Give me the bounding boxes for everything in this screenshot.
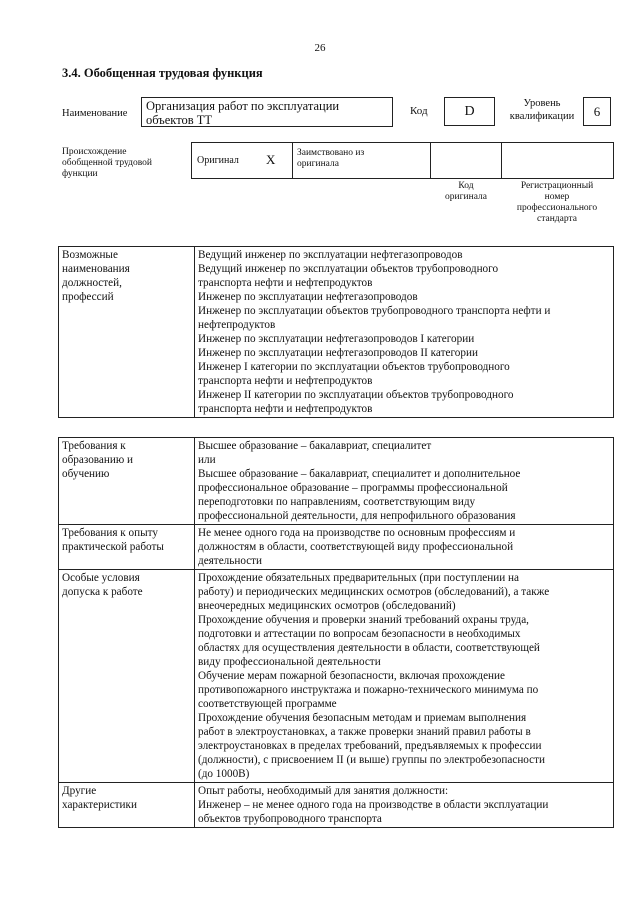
name-label: Наименование — [62, 108, 128, 119]
content-line: Инженер по эксплуатации нефтегазопроводов I категории — [198, 333, 475, 345]
origin-label-line: функции — [62, 169, 98, 179]
content-line: Инженер по эксплуатации нефтегазопроводов II категории — [198, 347, 478, 359]
content-line: объектов трубопроводного транспорта — [198, 813, 382, 825]
label-line: Возможные — [62, 249, 118, 261]
content-line: Прохождение обучения и проверки знаний требований охраны труда, — [198, 614, 529, 626]
positions-label — [59, 247, 195, 418]
requirements-table — [58, 437, 614, 828]
experience-content — [195, 525, 614, 570]
other-label — [59, 783, 195, 828]
reg-caption-line: профессионального — [516, 203, 598, 213]
content-line: соответствующей программе — [198, 698, 337, 710]
level-label-line: Уровень — [523, 98, 561, 109]
content-line: Высшее образование – бакалавриат, специалитет и дополнительное — [198, 468, 521, 480]
name-value — [141, 97, 393, 127]
content-line: транспорта нефти и нефтепродуктов — [198, 375, 373, 387]
page-number: 26 — [314, 42, 326, 54]
level-value: 6 — [583, 97, 611, 126]
label-line: наименования — [62, 263, 130, 275]
content-line: внеочередных медицинских осмотров (обследований) — [198, 600, 456, 612]
reg-caption-line: Регистрационный — [520, 181, 594, 191]
content-line: Обучение мерам пожарной безопасности, включая прохождение — [198, 670, 505, 682]
code-label: Код — [410, 105, 428, 117]
special-conditions-content — [195, 570, 614, 783]
label-line: профессий — [62, 291, 114, 303]
content-line: работ в электроустановках, а также проверки знаний правил работы в — [198, 726, 531, 738]
positions-content — [195, 247, 614, 418]
label-line: обучению — [62, 468, 110, 480]
content-line: областях для осуществления деятельности в области, соответствующей — [198, 642, 540, 654]
reg-caption-line: стандарта — [537, 214, 577, 224]
content-line: (до 1000В) — [198, 768, 250, 780]
education-content — [195, 438, 614, 525]
code-caption-line: оригинала — [445, 192, 487, 202]
table-row — [59, 570, 614, 783]
name-value-line: объектов ТТ — [146, 113, 213, 127]
content-line: Прохождение обязательных предварительных (при поступлении на — [198, 572, 519, 584]
content-line: деятельности — [198, 555, 263, 567]
content-line: (должности), с присвоением II (и выше) группы по электробезопасности — [198, 754, 546, 766]
content-line: Ведущий инженер по эксплуатации нефтегазопроводов — [198, 249, 463, 261]
name-value-line: Организация работ по эксплуатации — [146, 99, 340, 113]
code-caption-line: Код — [458, 181, 474, 191]
content-line: транспорта нефти и нефтепродуктов — [198, 277, 373, 289]
label-line: характеристики — [62, 799, 137, 811]
content-line: виду профессиональной деятельности — [198, 656, 381, 668]
borrowed-label-line: Заимствовано из — [297, 148, 365, 158]
label-line: образованию и — [62, 454, 134, 466]
origin-label-line: Происхождение — [62, 147, 127, 157]
content-line: Инженер по эксплуатации объектов трубопроводного транспорта нефти и — [198, 305, 551, 317]
content-line: переподготовки по направлениям, соответствующим виду — [198, 496, 476, 508]
content-line: Инженер по эксплуатации нефтегазопроводов — [198, 291, 418, 303]
origin-box — [191, 142, 614, 179]
table-row — [59, 438, 614, 525]
content-line: Инженер I категории по эксплуатации объектов трубопроводного — [198, 361, 510, 373]
origin-divider — [430, 142, 431, 179]
content-line: профессиональное образование – программы профессиональной — [198, 482, 508, 494]
content-line: Опыт работы, необходимый для занятия должности: — [198, 785, 449, 797]
content-line: или — [198, 454, 216, 466]
content-line: электроустановках в пределах требований, предъявляемых к профессии — [198, 740, 542, 752]
code-caption — [431, 181, 501, 203]
special-conditions-label — [59, 570, 195, 783]
content-line: профессиональной деятельности, для непрофильного образования — [198, 510, 516, 522]
origin-label — [62, 147, 152, 180]
content-line: подготовки и аттестации по вопросам безопасности в необходимых — [198, 628, 521, 640]
content-line: противопожарного инструктажа и пожарно-технического минимума по — [198, 684, 539, 696]
content-line: Инженер II категории по эксплуатации объектов трубопроводного — [198, 389, 514, 401]
original-mark: X — [266, 152, 276, 167]
table-row — [59, 525, 614, 570]
experience-label — [59, 525, 195, 570]
content-line: транспорта нефти и нефтепродуктов — [198, 403, 373, 415]
level-label-line: квалификации — [509, 111, 575, 122]
label-line: Требования к опыту — [62, 527, 158, 539]
content-line: Не менее одного года на производстве по основным профессиям и — [198, 527, 516, 539]
content-line: работу) и периодических медицинских осмотров (обследований), а также — [198, 586, 550, 598]
label-line: практической работы — [62, 541, 164, 553]
origin-label-line: обобщенной трудовой — [62, 158, 152, 168]
content-line: должностям в области, соответствующей виду профессиональной — [198, 541, 514, 553]
other-content — [195, 783, 614, 828]
borrowed-label — [297, 148, 364, 170]
content-line: Ведущий инженер по эксплуатации объектов трубопроводного — [198, 263, 499, 275]
label-line: Другие — [62, 785, 97, 797]
origin-divider — [501, 142, 502, 179]
level-label — [506, 97, 578, 123]
content-line: Инженер – не менее одного года на производстве в области эксплуатации — [198, 799, 549, 811]
reg-caption — [502, 181, 612, 225]
positions-table — [58, 246, 614, 418]
origin-divider — [292, 142, 293, 179]
education-label — [59, 438, 195, 525]
original-label: Оригинал — [197, 155, 239, 166]
label-line: Требования к — [62, 440, 126, 452]
content-line: Высшее образование – бакалавриат, специалитет — [198, 440, 432, 452]
label-line: допуска к работе — [62, 586, 143, 598]
borrowed-label-line: оригинала — [297, 159, 339, 169]
table-row — [59, 247, 614, 418]
content-line: нефтепродуктов — [198, 319, 276, 331]
content-line: Прохождение обучения безопасным методам и приемам выполнения — [198, 712, 527, 724]
code-value: D — [444, 97, 495, 126]
section-title: 3.4. Обобщенная трудовая функция — [62, 66, 263, 80]
table-row — [59, 783, 614, 828]
label-line: должностей, — [62, 277, 122, 289]
reg-caption-line: номер — [544, 192, 570, 202]
label-line: Особые условия — [62, 572, 140, 584]
